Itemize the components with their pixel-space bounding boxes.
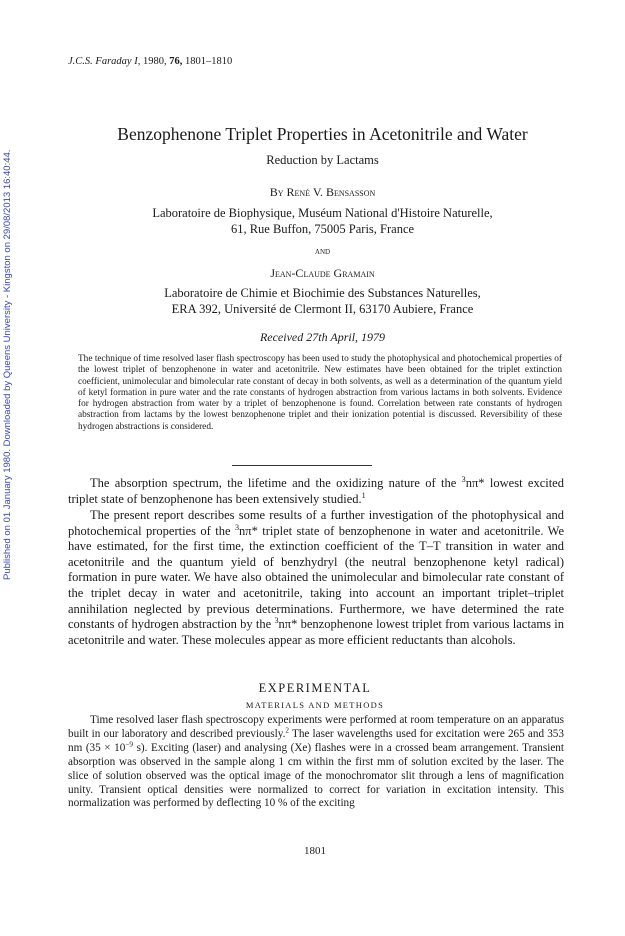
intro-p2-text-b: nπ* triplet state of benzophenone in water and acetonitrile. We have estimated, for the first time, the extinction coefficient of the T–T transition in water and acetonitrile and the quantum yield of benzhydryl (the neutral benzophenone ketyl radical) formation in pure water. We have also obtained the unimolecular and bimolecular rate constant of the triplet decay in water and acetonitrile, taking into account an important triplet–triplet annihilation neglected by previous determinations. Furthermore, we have determined the rate constants of hydrogen abstraction by the xyxy=(68,523,565,632)
author-1 xyxy=(60,185,585,200)
journal-volume: 76, xyxy=(169,56,183,67)
journal-citation-name: J.C.S. Faraday I, xyxy=(68,56,141,67)
abstract: The technique of time resolved laser flash spectroscopy has been used to study the photophysical and photochemical properties of the lowest triplet of benzophenone in water and acetonitrile. New estimates have been obtained for the triplet extinction coefficient, unimolecular and bimolecular rate constant of decay in both solvents, as well as a determination of the quantum yield of ketyl formation in pure water and the rate constants of hydrogen abstraction from various lactams in both solvents. Evidence for hydrogen abstraction from water by a triplet of benzophenone is found. Correlation between rate constants of hydrogen abstraction from lactams by the lowest benzophenone triplet and their ionization potential is discussed. Reversibility of these hydrogen abstractions is considered. xyxy=(78,354,562,432)
exp-exponent: −9 xyxy=(125,740,134,749)
exp-ref: 2 xyxy=(285,726,290,735)
intro-p2-sup-2: 3 xyxy=(274,616,279,625)
affiliation-1-line-1: Laboratoire de Biophysique, Muséum National d'Histoire Naturelle, xyxy=(152,206,493,220)
intro-p1-sup: 3 xyxy=(461,474,466,484)
journal-pages: 1801–1810 xyxy=(184,56,233,67)
author-1-name: René V. Bensasson xyxy=(286,185,376,199)
paper-title: Benzophenone Triplet Properties in Acetonitrile and Water xyxy=(117,124,528,144)
journal-header xyxy=(68,56,232,67)
affiliation-1-line-2: 61, Rue Buffon, 75005 Paris, France xyxy=(230,222,415,236)
exp-text-a: Time resolved laser flash spectroscopy experiments were performed at room temperature on an apparatus built in our laboratory and described previously. xyxy=(68,714,564,740)
page-number: 1801 xyxy=(304,845,326,857)
affiliation-2-line-2: ERA 392, Université de Clermont II, 63170 Aubiere, France xyxy=(171,302,474,316)
affiliation-2-line-1: Laboratoire de Chimie et Biochimie des Substances Naturelles, xyxy=(164,286,481,300)
intro-paragraph-1 xyxy=(68,476,564,507)
intro-p1-ref: 1 xyxy=(361,490,366,500)
journal-year: 1980, xyxy=(142,56,167,67)
intro-p1-text-a: The absorption spectrum, the lifetime and the oxidizing nature of the xyxy=(90,476,462,490)
intro-p2-sup-1: 3 xyxy=(234,522,240,532)
intro-p2-text-c: nπ* benzophenone lowest triplet from various lactams in acetonitrile and water. These molecules appear as more efficient reductants than alcohols. xyxy=(68,617,564,647)
experimental-paragraph xyxy=(68,714,564,811)
author-2-name: Jean-Claude Gramain xyxy=(270,266,375,280)
intro-paragraph-2 xyxy=(68,508,564,648)
and-separator: and xyxy=(314,247,331,257)
download-watermark: Published on 01 January 1980. Downloaded by Queens University - Kingston on 29/08/2013 16:40:44. xyxy=(2,149,13,580)
subsection-heading-materials: MATERIALS AND METHODS xyxy=(245,700,385,710)
intro-p1-text-b: nπ* lowest excited triplet state of benzophenone has been extensively studied. xyxy=(68,476,564,506)
section-heading-experimental: EXPERIMENTAL xyxy=(258,681,372,695)
exp-text-c: s). Exciting (laser) and analysing (Xe) flashes were in a crossed beam arrangement. Transient absorption was observed in the sample along 1 cm within the first mm of solution excited by the laser. The slice of solution observed was the optical image of the monochromator slit through a lens of magnification unity. Transient optical densities were normalized to correct for variation in excitation intensity. This normalization was performed by deflecting 10 % of the exciting xyxy=(68,741,564,810)
received-date: Received 27th April, 1979 xyxy=(259,330,386,344)
exp-text-b: The laser wavelengths used for excitation were 265 and 353 nm (35 × 10 xyxy=(68,727,564,754)
intro-p2-text-a: The present report describes some results of a further investigation of the photophysical and photochemical properties of the xyxy=(68,508,564,538)
paper-subtitle: Reduction by Lactams xyxy=(266,153,379,167)
author-by: By xyxy=(269,185,284,199)
section-rule xyxy=(232,465,372,466)
